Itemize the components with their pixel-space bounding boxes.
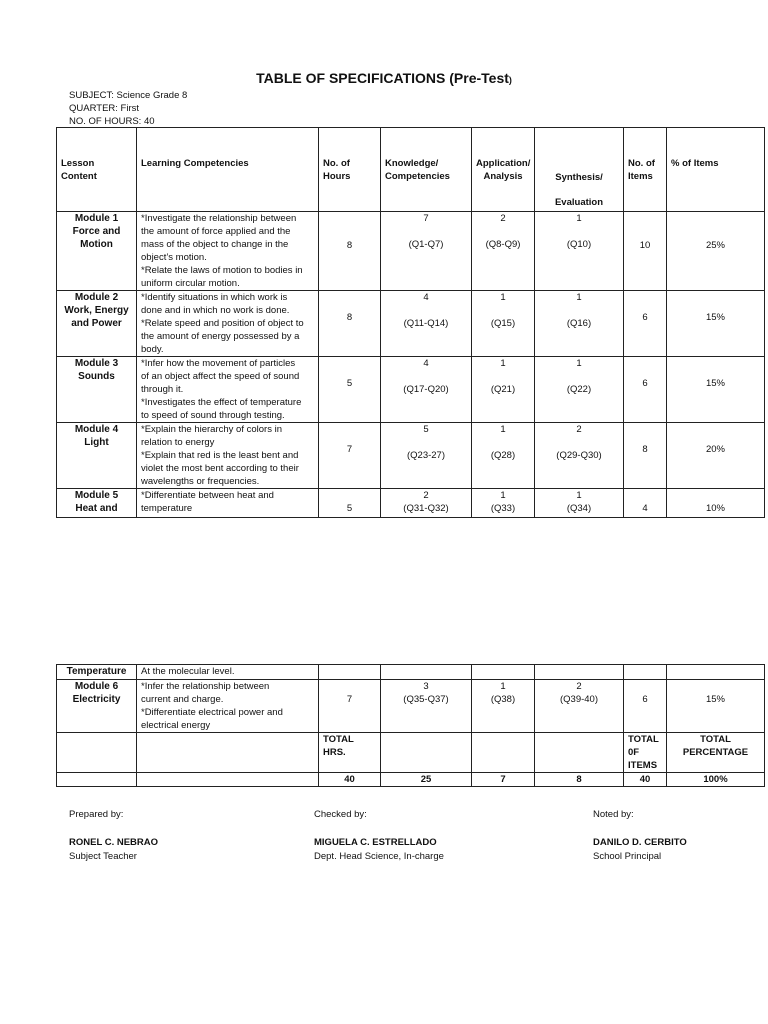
prepared-by-label: Prepared by: [69,809,124,820]
module-2-items: 6 [624,291,667,357]
table-row [57,680,765,733]
module-4-knowledge: 5 (Q23-27) [381,423,472,489]
module-5-continued-competency: At the molecular level. [137,665,319,680]
module-5-synthesis: 1 (Q34) [535,489,624,518]
module-2-knowledge: 4 (Q11-Q14) [381,291,472,357]
noted-by-name: DANILO D. CERBITO [593,837,687,848]
noted-by-block [593,808,687,864]
header-no-of-items: No. of Items [624,128,667,212]
table-row [57,423,765,489]
total-items-value: 40 [624,773,667,787]
header-lesson-content: Lesson Content [57,128,137,212]
module-5-knowledge: 2 (Q31-Q32) [381,489,472,518]
module-4-items: 8 [624,423,667,489]
prepared-by-role: Subject Teacher [69,851,137,862]
noted-by-label: Noted by: [593,809,634,820]
module-3-knowledge: 4 (Q17-Q20) [381,357,472,423]
specifications-table-continued [56,664,765,787]
header-application: Application/ Analysis [472,128,535,212]
module-6-knowledge: 3 (Q35-Q37) [381,680,472,733]
module-6-application: 1 (Q38) [472,680,535,733]
module-2-competencies: *Identify situations in which work is done and in which no work is done. *Relate speed and position of object to the amount of energy possessed by a body. [137,291,319,357]
checked-by-role: Dept. Head Science, In-charge [314,851,444,862]
table-row [57,665,765,680]
module-5-continued-name: Temperature [57,665,137,680]
module-2-percent: 15% [667,291,765,357]
module-3-application: 1 (Q21) [472,357,535,423]
subject-label: SUBJECT: Science Grade 8 [69,90,188,101]
module-6-percent: 15% [667,680,765,733]
module-2-application: 1 (Q15) [472,291,535,357]
module-4-competencies: *Explain the hierarchy of colors in relation to energy *Explain that red is the least bent and violet the most bent according to their wavelengths or frequencies. [137,423,319,489]
checked-by-name: MIGUELA C. ESTRELLADO [314,837,437,848]
module-2-name: Module 2 Work, Energy and Power [57,291,137,357]
module-1-application: 2 (Q8-Q9) [472,212,535,291]
module-6-competencies: *Infer the relationship between current and charge. *Differentiate electrical power and electrical energy [137,680,319,733]
total-hrs-label: TOTAL HRS. [319,733,381,773]
module-3-synthesis: 1 (Q22) [535,357,624,423]
header-knowledge: Knowledge/ Competencies [381,128,472,212]
total-items-label: TOTAL 0F ITEMS [624,733,667,773]
module-4-application: 1 (Q28) [472,423,535,489]
module-3-percent: 15% [667,357,765,423]
module-1-knowledge: 7 (Q1-Q7) [381,212,472,291]
module-5-competencies: *Differentiate between heat and temperature [137,489,319,518]
table-row [57,291,765,357]
module-1-hours: 8 [319,212,381,291]
module-4-hours: 7 [319,423,381,489]
total-hours-value: 40 [319,773,381,787]
module-1-items: 10 [624,212,667,291]
header-row [57,128,765,212]
total-synthesis-value: 8 [535,773,624,787]
module-1-synthesis: 1 (Q10) [535,212,624,291]
table-row [57,489,765,518]
prepared-by-block [69,808,158,864]
module-1-percent: 25% [667,212,765,291]
module-3-hours: 5 [319,357,381,423]
header-learning-competencies: Learning Competencies [137,128,319,212]
module-5-hours: 5 [319,489,381,518]
prepared-by-name: RONEL C. NEBRAO [69,837,159,848]
module-5-name: Module 5 Heat and [57,489,137,518]
header-no-of-hours: No. of Hours [319,128,381,212]
module-1-name: Module 1 Force and Motion [57,212,137,291]
module-6-synthesis: 2 (Q39-40) [535,680,624,733]
header-percent-of-items: % of Items [667,128,765,212]
module-3-competencies: *Infer how the movement of particles of an object affect the speed of sound through it. *Investigates the effect of temperature to speed of sound through testing. [137,357,319,423]
total-percentage-label: TOTAL PERCENTAGE [667,733,765,773]
total-percent-value: 100% [667,773,765,787]
module-4-synthesis: 2 (Q29-Q30) [535,423,624,489]
header-synthesis: Synthesis/ Evaluation [535,128,624,212]
module-4-name: Module 4 Light [57,423,137,489]
totals-value-row [57,773,765,787]
total-knowledge-value: 25 [381,773,472,787]
module-3-items: 6 [624,357,667,423]
module-1-competencies: *Investigate the relationship between the amount of force applied and the mass of the object to change in the object’s motion. *Relate the laws of motion to bodies in uniform circular motion. [137,212,319,291]
table-row [57,212,765,291]
module-2-synthesis: 1 (Q16) [535,291,624,357]
module-2-hours: 8 [319,291,381,357]
specifications-table [56,127,765,518]
module-4-percent: 20% [667,423,765,489]
module-6-name: Module 6 Electricity [57,680,137,733]
hours-label: NO. OF HOURS: 40 [69,116,155,127]
module-6-hours: 7 [319,680,381,733]
checked-by-label: Checked by: [314,809,367,820]
noted-by-role: School Principal [593,851,662,862]
module-5-items: 4 [624,489,667,518]
totals-label-row [57,733,765,773]
checked-by-block [314,808,444,864]
table-row [57,357,765,423]
module-5-percent: 10% [667,489,765,518]
module-6-items: 6 [624,680,667,733]
module-3-name: Module 3 Sounds [57,357,137,423]
total-application-value: 7 [472,773,535,787]
page-title: TABLE OF SPECIFICATIONS (Pre-Test) [256,70,512,86]
module-5-application: 1 (Q33) [472,489,535,518]
quarter-label: QUARTER: First [69,103,140,114]
